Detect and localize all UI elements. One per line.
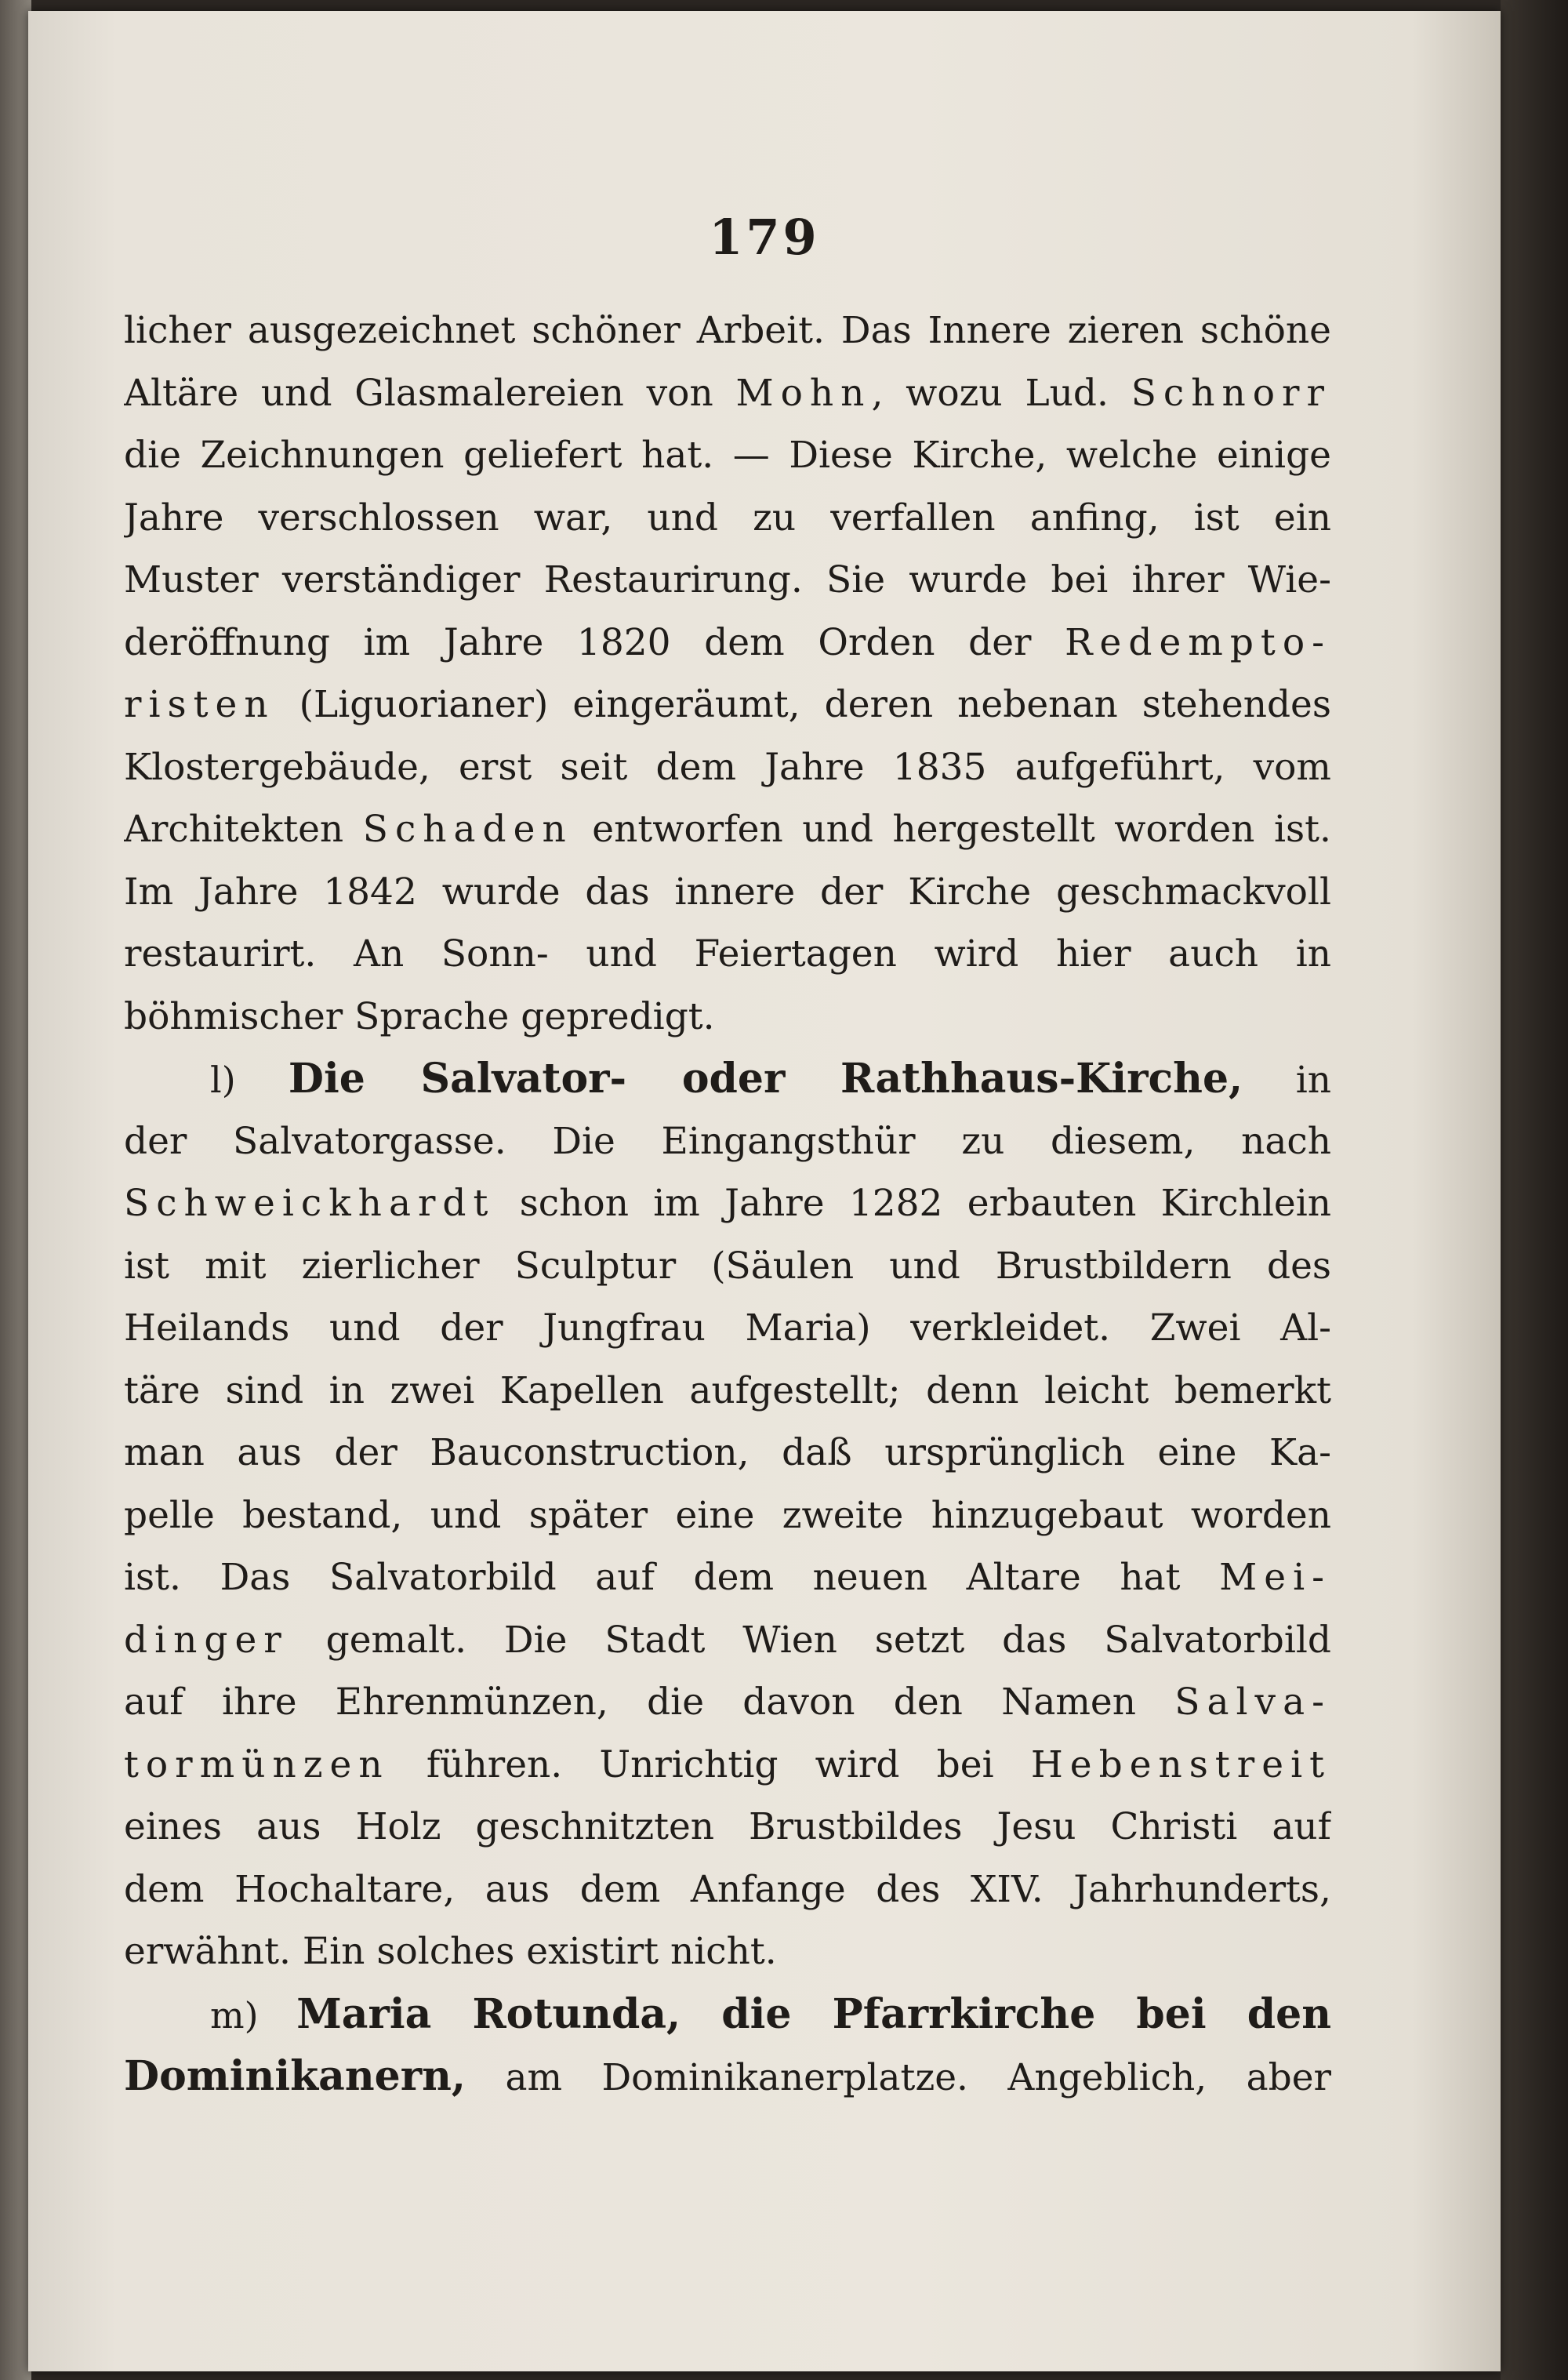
- text-line: [124, 1671, 1331, 1734]
- text-run: Muster verständiger Restaurirung. Sie wurde bei ihrer Wie-: [124, 558, 1331, 601]
- spaced-name: Hebenstreit: [1030, 1742, 1331, 1786]
- section-label: l): [210, 1059, 289, 1101]
- body-text: [124, 300, 1331, 2108]
- book-left-edge: [0, 0, 31, 2380]
- text-line: [124, 1920, 1331, 1983]
- spaced-name: Schweickhardt: [124, 1182, 495, 1225]
- spaced-name: Redempto-: [1065, 620, 1331, 664]
- book-right-edge: [1501, 0, 1568, 2380]
- text-line: [124, 1983, 1331, 2046]
- text-run: Jahre verschlossen war, und zu verfallen anfing, ist ein: [124, 496, 1331, 540]
- spaced-name: Schaden: [362, 808, 573, 851]
- text-line: [124, 487, 1331, 550]
- text-run: die Zeichnungen geliefert hat. — Diese Kirche, welche einige: [124, 434, 1331, 477]
- text-line: [124, 1609, 1331, 1672]
- text-run: entworfen und hergestellt worden ist.: [572, 808, 1331, 851]
- text-run: Klostergebäude, erst seit dem Jahre 1835 aufgeführt, vom: [124, 745, 1331, 789]
- text-run: ist mit zierlicher Sculptur (Säulen und Brustbildern des: [124, 1244, 1331, 1288]
- text-line: [124, 736, 1331, 799]
- section-label: m): [210, 1993, 297, 2037]
- spaced-name: risten: [124, 683, 275, 726]
- text-line: [124, 1235, 1331, 1298]
- text-run: ist. Das Salvatorbild auf dem neuen Altare hat: [124, 1556, 1220, 1599]
- text-line: [124, 1422, 1331, 1484]
- section-heading: Dominikanern,: [124, 2052, 466, 2100]
- text-run: in: [1243, 1059, 1331, 1102]
- text-run: pelle bestand, und später eine zweite hinzugebaut worden: [124, 1493, 1331, 1537]
- text-run: eines aus Holz geschnitzten Brustbildes Jesu Christi auf: [124, 1805, 1331, 1848]
- text-run: böhmischer Sprache gepredigt.: [124, 994, 715, 1038]
- book-page: [28, 11, 1501, 2371]
- spaced-name: Mohn: [735, 371, 872, 415]
- text-run: Heilands und der Jungfrau Maria) verkleidet. Zwei Al-: [124, 1306, 1331, 1350]
- text-run: Altäre und Glasmalereien von: [124, 371, 736, 415]
- text-line: [124, 549, 1331, 612]
- text-run: (Liguorianer) eingeräumt, deren nebenan stehendes: [274, 683, 1331, 726]
- text-line: [124, 1297, 1331, 1360]
- text-run: man aus der Bauconstruction, daß ursprünglich eine Ka-: [124, 1431, 1331, 1474]
- text-line: [124, 362, 1331, 425]
- section-heading: Die Salvator- oder Rathhaus-Kirche,: [288, 1055, 1243, 1103]
- page-number: 179: [709, 209, 820, 266]
- text-line: [124, 2045, 1331, 2108]
- text-line: [124, 1859, 1331, 1921]
- text-run: der Salvatorgasse. Die Eingangsthür zu diesem, nach: [124, 1119, 1331, 1163]
- text-run: führen. Unrichtig wird bei: [389, 1742, 1031, 1786]
- spaced-name: dinger: [124, 1618, 289, 1662]
- text-line: [124, 1484, 1331, 1547]
- text-line: [124, 300, 1331, 362]
- text-line: [124, 1360, 1331, 1423]
- text-run: restaurirt. An Sonn- und Feiertagen wird hier auch in: [124, 932, 1331, 976]
- spaced-name: tormünzen: [124, 1742, 390, 1786]
- text-line: [124, 674, 1331, 736]
- spaced-name: Schnorr: [1131, 371, 1331, 415]
- text-run: dem Hochaltare, aus dem Anfange des XIV. Jahrhunderts,: [124, 1867, 1331, 1911]
- text-line: [124, 1546, 1331, 1609]
- text-line: [124, 612, 1331, 674]
- text-run: täre sind in zwei Kapellen aufgestellt; denn leicht bemerkt: [124, 1368, 1331, 1412]
- text-run: Im Jahre 1842 wurde das innere der Kirche geschmackvoll: [124, 870, 1331, 914]
- text-line: [124, 424, 1331, 487]
- text-run: deröffnung im Jahre 1820 dem Orden der: [124, 620, 1065, 664]
- text-run: auf ihre Ehrenmünzen, die davon den Namen: [124, 1681, 1175, 1724]
- text-line: [124, 861, 1331, 924]
- text-line: [124, 1734, 1331, 1797]
- text-line: [124, 1048, 1331, 1110]
- text-run: licher ausgezeichnet schöner Arbeit. Das Innere zieren schöne: [124, 309, 1331, 352]
- text-run: Architekten: [124, 808, 363, 851]
- text-run: schon im Jahre 1282 erbauten Kirchlein: [495, 1182, 1331, 1225]
- text-line: [124, 986, 1331, 1048]
- text-line: [124, 1172, 1331, 1235]
- text-line: [124, 1796, 1331, 1859]
- spaced-name: Salva-: [1174, 1681, 1331, 1724]
- spaced-name: Mei-: [1219, 1556, 1331, 1599]
- text-run: am Dominikanerplatze. Angeblich, aber: [466, 2056, 1331, 2099]
- text-run: erwähnt. Ein solches existirt nicht.: [124, 1930, 777, 1973]
- section-heading: Maria Rotunda, die Pfarrkirche bei den: [296, 1989, 1331, 2038]
- text-line: [124, 923, 1331, 986]
- text-run: gemalt. Die Stadt Wien setzt das Salvatorbild: [288, 1618, 1331, 1662]
- text-run: , wozu Lud.: [871, 371, 1131, 415]
- text-line: [124, 798, 1331, 861]
- text-line: [124, 1110, 1331, 1173]
